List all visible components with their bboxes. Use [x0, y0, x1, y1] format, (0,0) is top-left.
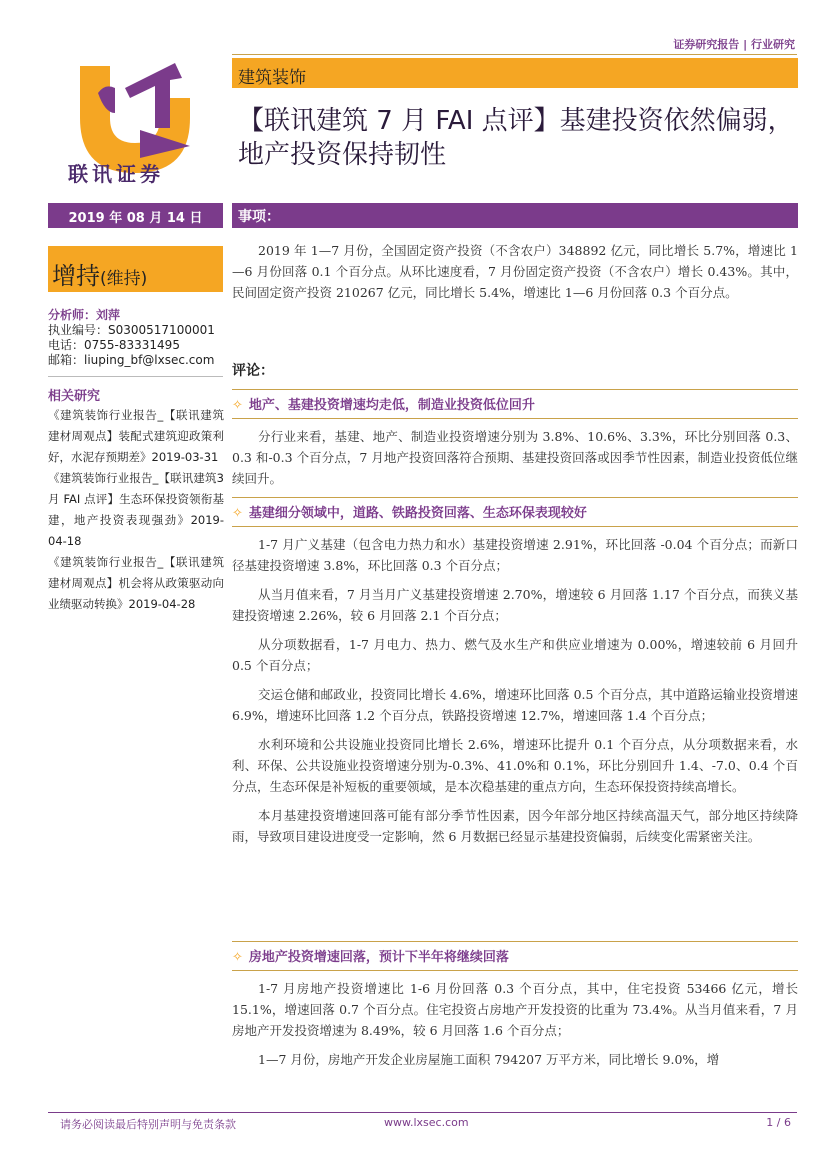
- paragraph: 1-7 月广义基建（包含电力热力和水）基建投资增速 2.91%，环比回落 -0.04 个百分点；而新口径基建投资增速 3.8%，环比回落 0.3 个百分点；: [232, 537, 798, 573]
- paragraph: 1—7 月份，房地产开发企业房屋施工面积 794207 万平方米，同比增长 9.0%，增: [258, 1052, 720, 1067]
- intro-block: [232, 240, 798, 303]
- analyst-phone: 电话：0755-83331495: [48, 338, 180, 352]
- section-divider: [232, 526, 798, 527]
- related-divider: [48, 376, 223, 377]
- sector-label: 建筑装饰: [238, 68, 306, 88]
- analyst-info: [48, 308, 215, 368]
- event-label: 事项：: [238, 209, 280, 225]
- diamond-icon: ✧: [232, 950, 243, 965]
- analyst-email: 邮箱：liuping_bf@lxsec.com: [48, 353, 215, 367]
- company-name: 联讯证券: [68, 162, 164, 186]
- rating-main: 增持: [52, 262, 100, 290]
- section-2-title-text: 基建细分领域中，道路、铁路投资回落、生态环保表现较好: [248, 506, 587, 521]
- paragraph: 从当月值来看，7 月当月广义基建投资增速 2.70%，增速较 6 月回落 1.17 个百分点，而狭义基建投资增速 2.26%，较 6 月回落 2.1 个百分点；: [232, 587, 798, 623]
- section-divider: [232, 970, 798, 971]
- analyst-name: 分析师：刘萍: [48, 308, 121, 322]
- paragraph: 从分项数据看，1-7 月电力、热力、燃气及水生产和供应业增速为 0.00%，增速较前 6 月回升 0.5 个百分点；: [232, 637, 798, 673]
- paragraph: 1-7 月房地产投资增速比 1-6 月份回落 0.3 个百分点，其中，住宅投资 53466 亿元，增长 15.1%，增速回落 0.7 个百分点。住宅投资占房地产开发投资的比重为 73.4%。从当月值来看，7 月房地产开发投资增速为 8.49%，较 6 月回落 1.6 个百分点；: [232, 981, 798, 1038]
- report-type-label: 证券研究报告 | 行业研究: [673, 38, 795, 51]
- paragraph: 交运仓储和邮政业，投资同比增长 4.6%，增速环比回落 0.5 个百分点，其中道路运输业投资增速 6.9%，增速环比回落 1.2 个百分点，铁路投资增速 12.7%，增速回落 1.4 个百分点；: [232, 687, 798, 723]
- disclaimer-link[interactable]: 请务必阅读最后特别声明与免责条款: [60, 1118, 236, 1131]
- related-item[interactable]: 《建筑装饰行业报告_【联讯建筑建材周观点】装配式建筑迎政策利好，水泥存预期差》2019-03-31: [48, 408, 224, 464]
- section-divider: [232, 497, 798, 498]
- rating: [52, 256, 147, 291]
- website-link[interactable]: www.lxsec.com: [384, 1116, 469, 1129]
- section-divider: [232, 389, 798, 390]
- intro-paragraph: 2019 年 1—7 月份，全国固定资产投资（不含农户）348892 亿元，同比增长 5.7%，增速比 1—6 月份回落 0.1 个百分点。从环比速度看，7 月份固定资产投资（不含农户）增长 0.43%。其中，民间固定资产投资 210267 亿元，同比增长 5.4%，增速比 1—6 月份回落 0.3 个百分点。: [232, 243, 798, 300]
- section-3-title-text: 房地产投资增速回落，预计下半年将继续回落: [248, 950, 509, 965]
- rating-sub: (维持): [100, 269, 148, 289]
- section-1-body: [232, 426, 798, 489]
- analyst-cert: 执业编号：S0300517100001: [48, 323, 215, 337]
- paragraph: 水利环境和公共设施业投资同比增长 2.6%，增速环比提升 0.1 个百分点，从分项数据来看，水利、环保、公共设施业投资增速分别为-0.3%、41.0%和 0.1%，环比分别回升 1.4、-7.0、0.4 个百分点，生态环保是补短板的重要领域，是本次稳基建的重点方向，生态环保投资持续高增长。: [232, 737, 798, 794]
- header-divider: [232, 54, 797, 55]
- paragraph: 本月基建投资增速回落可能有部分季节性因素，因今年部分地区持续高温天气，部分地区持续降雨，导致项目建设进度受一定影响，然 6 月数据已经显示基建投资偏弱，后续变化需紧密关注。: [232, 808, 798, 844]
- section-1-title-text: 地产、基建投资增速均走低，制造业投资低位回升: [248, 398, 535, 413]
- section-3-title: [232, 946, 509, 965]
- diamond-icon: ✧: [232, 398, 243, 413]
- footer-divider: [48, 1112, 797, 1113]
- related-list: [48, 405, 224, 615]
- section-2-title: [232, 502, 587, 521]
- section-3-body: [232, 978, 798, 1070]
- report-date: 2019 年 08 月 14 日: [68, 211, 203, 226]
- sector-bar: [232, 58, 798, 88]
- comment-heading: 评论：: [232, 363, 274, 379]
- report-title: 【联讯建筑 7 月 FAI 点评】基建投资依然偏弱，地产投资保持韧性: [238, 106, 794, 170]
- paragraph: 分行业来看，基建、地产、制造业投资增速分别为 3.8%、10.6%、3.3%，环比分别回落 0.3、0.3 和-0.3 个百分点，7 月地产投资回落符合预期、基建投资回落或因季节性因素，制造业投资低位继续回升。: [232, 429, 798, 486]
- diamond-icon: ✧: [232, 506, 243, 521]
- section-divider: [232, 418, 798, 419]
- related-title: 相关研究: [48, 389, 101, 404]
- section-1-title: [232, 394, 535, 413]
- event-bar: [232, 203, 798, 228]
- related-item[interactable]: 《建筑装饰行业报告_【联讯建筑3 月 FAI 点评】生态环保投资领衔基建，地产投资表现强劲》2019-04-18: [48, 471, 224, 548]
- page-number: 1 / 6: [766, 1116, 791, 1129]
- section-divider: [232, 941, 798, 942]
- related-item[interactable]: 《建筑装饰行业报告_【联讯建筑建材周观点】机会将从政策驱动向业绩驱动转换》2019-04-28: [48, 555, 224, 611]
- section-2-body: [232, 534, 798, 847]
